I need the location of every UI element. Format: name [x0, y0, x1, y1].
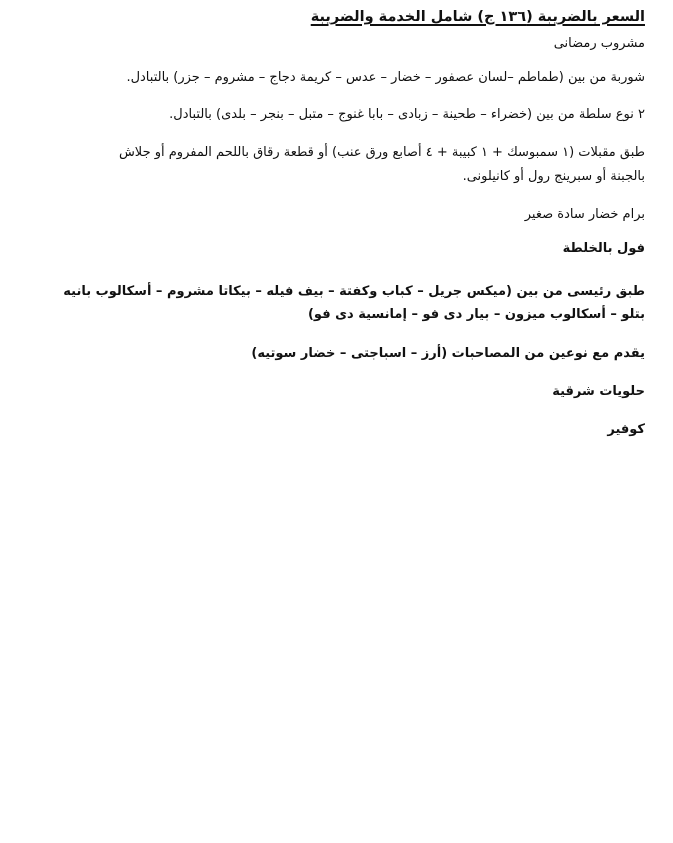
- menu-line-drink: مشروب رمضانى: [553, 36, 645, 51]
- page-title: السعر بالضريبة (١٣٦ ج) شامل الخدمة والضريبة: [310, 9, 645, 25]
- menu-line-appetizer-2: بالجبنة أو سبرينج رول أو كانيلونى.: [462, 169, 645, 184]
- menu-line-appetizer-1: طبق مقبلات (١ سمبوسك + ١ كبيبة + ٤ أصابع ورق عنب) أو قطعة رقاق باللحم المفروم أو جلاش: [118, 145, 645, 160]
- menu-line-coffee: كوفير: [607, 422, 645, 437]
- menu-line-sides: يقدم مع نوعين من المصاحبات (أرز – اسباجتى – خضار سوتيه): [251, 346, 645, 361]
- menu-line-vegetables: برام خضار سادة صغير: [524, 207, 645, 222]
- menu-line-soup: شوربة من بين (طماطم –لسان عصفور – خضار – عدس – كريمة دجاج – مشروم – جزر) بالتبادل.: [126, 70, 645, 85]
- menu-line-salad: ٢ نوع سلطة من بين (خضراء – طحينة – زبادى – بابا غنوج – متبل – بنجر – بلدى) بالتبادل.: [169, 107, 645, 122]
- menu-line-main-2: بتلو – أسكالوب ميزون – بيار دى فو – إمانسية دى فو): [307, 307, 645, 322]
- menu-line-sweets: حلويات شرقية: [552, 384, 645, 399]
- menu-line-foul: فول بالخلطة: [562, 241, 645, 256]
- menu-line-main-1: طبق رئيسى من بين (ميكس جريل – كباب وكفتة – بيف فيله – بيكاتا مشروم – أسكالوب بانيه: [63, 284, 645, 299]
